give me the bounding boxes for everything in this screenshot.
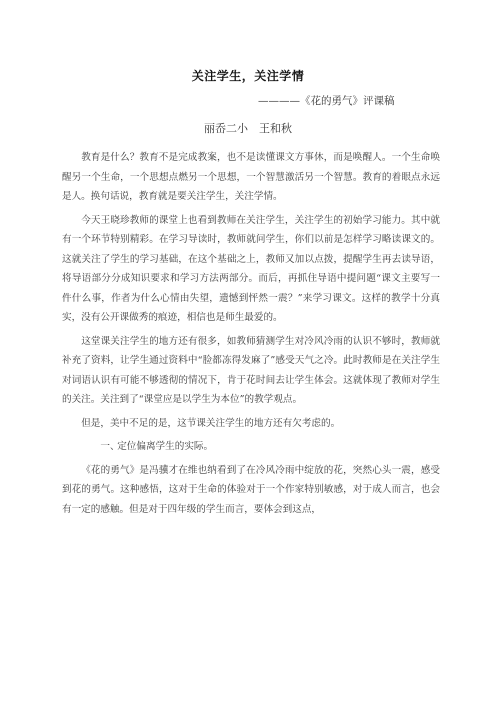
paragraph: 教育是什么？教育不是完成教案，也不是读懂课文方事休，而是唤醒人。一个生命唤醒另一个生命，一个思想点燃另一个思想，一个智慧激活另一个智慧。教育的着眼点永远是人。换句话说，教育就是要关注学生，关注学情。 xyxy=(62,152,440,202)
document-author: 丽岙二小 王和秋 xyxy=(204,122,292,135)
section-number: 一、 xyxy=(100,441,120,452)
section-heading-text: 定位偏离学生的实际。 xyxy=(117,441,214,452)
paragraph: 这堂课关注学生的地方还有很多，如教师猜测学生对冷风冷雨的认识不够时，教师就补充了资料，让学生通过资料中“脸都冻得发麻了”感受天气之冷。此时教师是在关注学生对词语认识有可能不够透彻的情况下，肯于花时间去让学生体会。这就体现了教师对学生的关注。关注到了“课堂应是以学生为本位”的教学观点。 xyxy=(62,335,440,405)
document-subtitle: ————《花的勇气》评课稿 xyxy=(258,95,395,107)
section-heading xyxy=(62,437,440,457)
paragraph: 今天王晓珍教师的课堂上也看到教师在关注学生，关注学生的初始学习能力。其中就有一个环节特别精彩。在学习导读时，教师就问学生，你们以前是怎样学习略读课文的。这就关注了学生的学习基础，在这个基础之上，教师又加以点拨，提醒学生再去读导语，将导语部分分成知识要求和学习方法两部分。而后，再抓住导语中提问题“课文主要写一件什么事，作者为什么心情由失望，遗憾到怦然一震？”来学习课文。这样的教学十分真实，没有公开课做秀的痕迹，相信也是师生最爱的。 xyxy=(62,214,440,323)
document-title: 关注学生，关注学情 xyxy=(191,69,305,83)
paragraph: 《花的勇气》是冯骥才在维也纳看到了在冷风冷雨中绽放的花，突然心头一震，感受到花的勇气。这种感悟，这对于生命的体验对于一个作家特别敏感，对于成人而言，也会有一定的感触。但是对于四年级的学生而言，要体会到这点， xyxy=(62,464,440,515)
document-body xyxy=(62,148,440,523)
paragraph: 但是，美中不足的是，这节课关注学生的地方还有欠考虑的。 xyxy=(81,417,341,429)
